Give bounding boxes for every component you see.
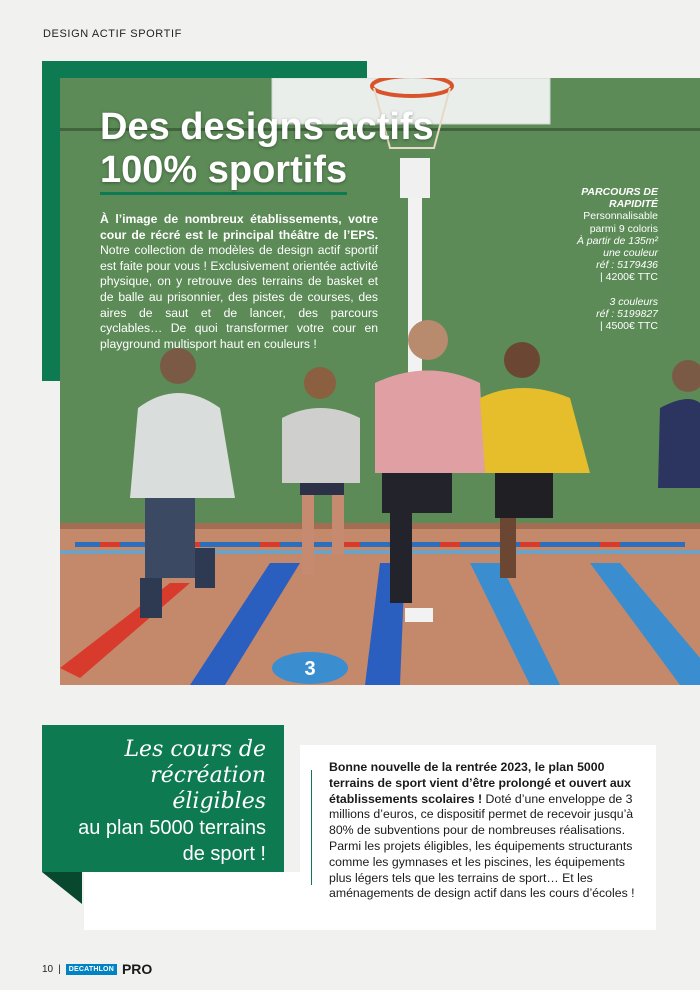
body-paragraph [329, 760, 641, 902]
headline-line-2: 100% sportifs [100, 149, 347, 195]
product-title-2: RAPIDITÉ [608, 198, 658, 211]
product-info [528, 186, 658, 332]
divider-line [311, 770, 312, 885]
product-line-3: À partir de 135m² [576, 234, 658, 247]
product-line-8: réf : 5199827 [596, 307, 658, 320]
section-label: DESIGN ACTIF SPORTIF [43, 28, 182, 40]
intro-bold: À l’image de nombreux établissements, votre cour de récré est le principal théâtre de l’EPS. [100, 212, 378, 242]
body-text: Doté d’une enveloppe de 3 millions d’euros, ce dispositif permet de recevoir jusqu’à 80% de subventions pour de nombreuses réalisations. Parmi les projets éligibles, les équipements structurants comme les gymnases et les piscines, les équipements plus légers tels que les terrains de sport… Et les aménagements de design actif dans les cours d’écoles ! [329, 791, 635, 901]
callout-script-2: récréation éligibles [150, 763, 266, 814]
body-bold: Bonne nouvelle de la rentrée 2023, le plan 5000 terrains de sport vient d’être prolongé et ouvert aux établissements scolaires ! [329, 760, 632, 806]
product-line-9: | 4500€ TTC [600, 320, 658, 333]
product-line-1: Personnalisable [583, 210, 658, 223]
court-number: 3 [304, 658, 316, 680]
brand-logo: DECATHLON [66, 964, 117, 975]
text-panel-extension [84, 872, 304, 930]
headline-line-1: Des designs actifs [100, 106, 434, 148]
page-number: 10 [42, 963, 54, 975]
callout-box [42, 725, 284, 872]
footer [42, 961, 152, 977]
intro-text: Notre collection de modèles de design actif sportif est faite pour vous ! Exclusivement orientée activité physique, on y retrouve des terrains de basket et de balle au prisonnier, des pistes de courses, des aires de saut et de lancer, des parcours cyclables… De quoi transformer votre cour en playground multisport haut en couleurs ! [100, 243, 378, 351]
product-line-7: 3 couleurs [609, 295, 658, 308]
product-title-1: PARCOURS DE [581, 186, 658, 198]
footer-separator: | [58, 963, 61, 975]
product-line-5: réf : 5179436 [596, 259, 658, 272]
intro-paragraph [100, 212, 378, 352]
product-line-6: | 4200€ TTC [600, 271, 658, 284]
brand-pro: PRO [121, 961, 153, 977]
callout-tail [42, 872, 82, 904]
product-line-2: parmi 9 coloris [589, 222, 658, 235]
product-line-4: une couleur [603, 247, 658, 260]
callout-plain-1: au plan 5000 terrains [78, 817, 266, 839]
callout-script-1: Les cours de [124, 737, 266, 762]
headline [100, 106, 480, 195]
callout-plain-2: de sport ! [182, 843, 266, 865]
